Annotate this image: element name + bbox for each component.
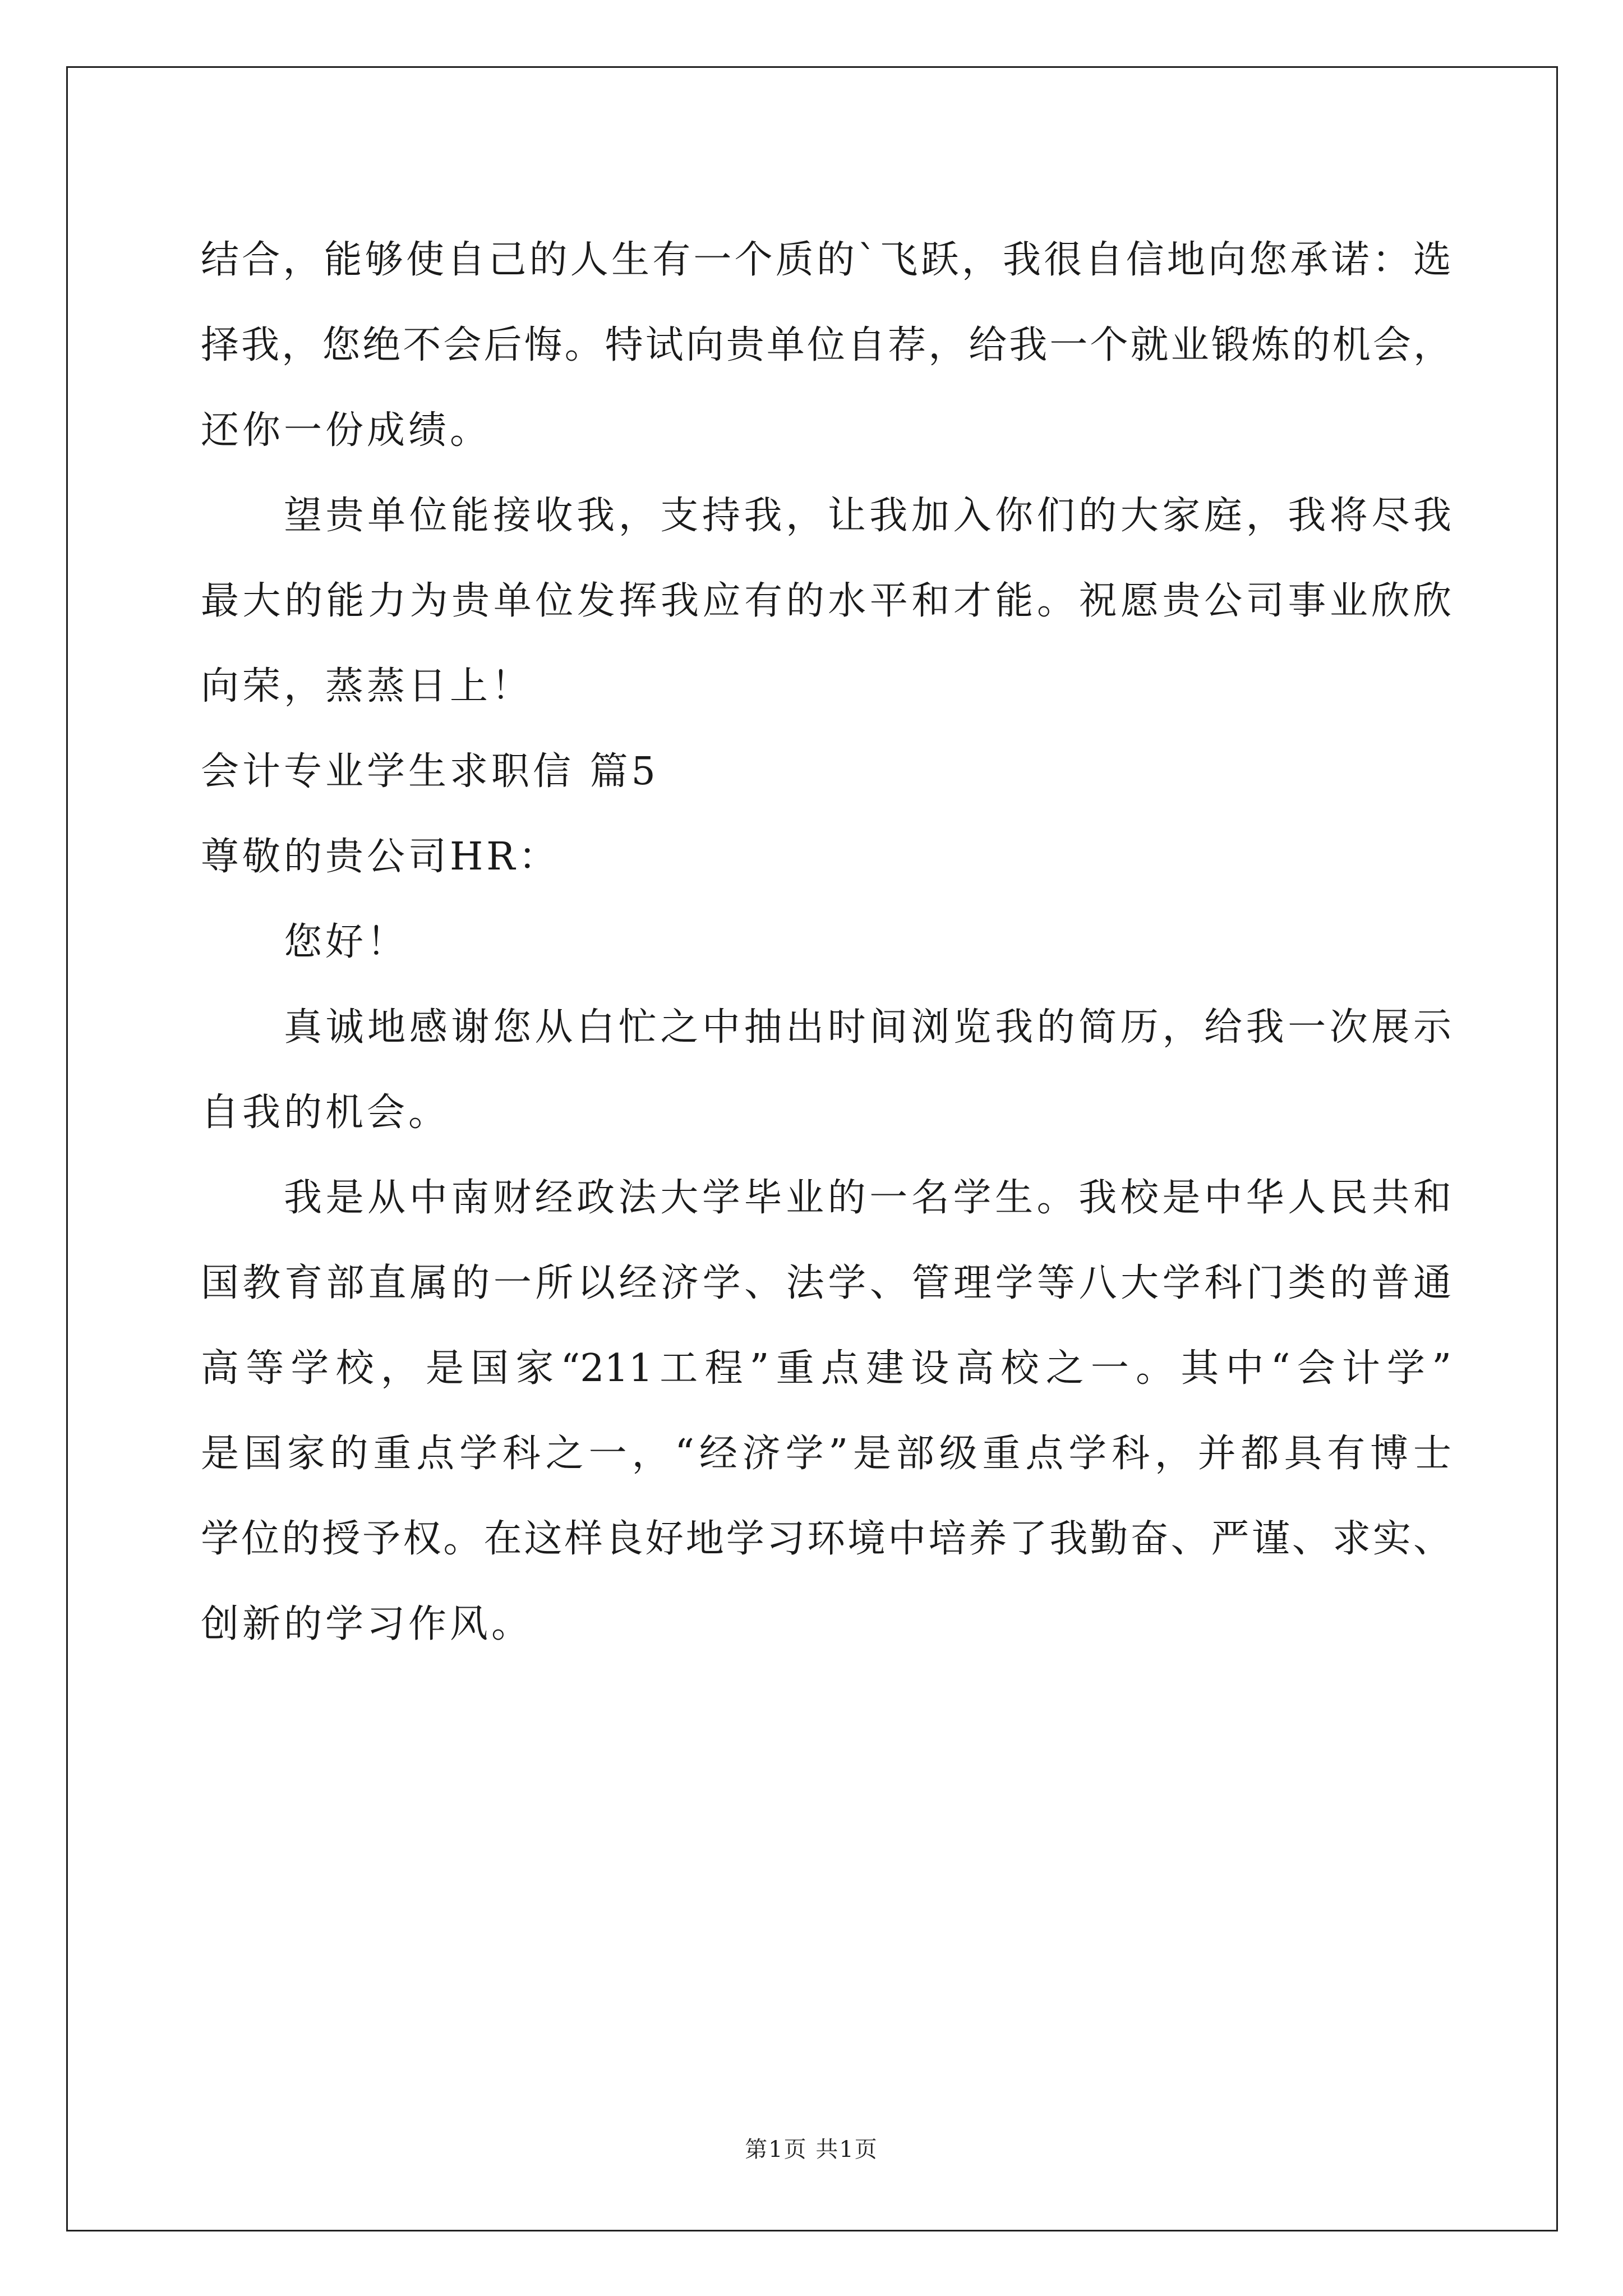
text-line: 我是从中南财经政法大学毕业的一名学生。我校是中华人民共和 — [284, 1176, 1451, 1220]
text-line: 是国家的重点学科之一，“经济学”是部级重点学科，并都具有博士 — [201, 1432, 1451, 1476]
page-footer: 第1页 共1页 — [745, 2137, 878, 2162]
text-line: 还你一份成绩。 — [201, 408, 492, 453]
text-line: 最大的能力为贵单位发挥我应有的水平和才能。祝愿贵公司事业欣欣 — [201, 579, 1451, 623]
salutation: 尊敬的贵公司HR： — [201, 835, 560, 879]
text-line: 创新的学习作风。 — [201, 1602, 533, 1646]
text-line: 向荣，蒸蒸日上！ — [201, 664, 533, 708]
text-line: 择我，您绝不会后悔。特试向贵单位自荐，给我一个就业锻炼的机会， — [201, 323, 1451, 367]
text-line: 自我的机会。 — [201, 1091, 450, 1135]
text-line: 结合，能够使自己的人生有一个质的`飞跃，我很自信地向您承诺：选 — [201, 238, 1451, 282]
text-line: 学位的授予权。在这样良好地学习环境中培养了我勤奋、严谨、求实、 — [201, 1517, 1451, 1561]
text-line: 真诚地感谢您从白忙之中抽出时间浏览我的简历，给我一次展示 — [284, 1005, 1451, 1050]
text-line: 望贵单位能接收我，支持我，让我加入你们的大家庭，我将尽我 — [284, 494, 1451, 538]
text-line: 国教育部直属的一所以经济学、法学、管理学等八大学科门类的普通 — [201, 1261, 1451, 1305]
greeting: 您好！ — [284, 920, 409, 964]
document-body — [201, 218, 1451, 1667]
section-heading: 会计专业学生求职信 篇5 — [201, 749, 659, 794]
text-line: 高等学校，是国家“211工程”重点建设高校之一。其中“会计学” — [201, 1346, 1451, 1391]
